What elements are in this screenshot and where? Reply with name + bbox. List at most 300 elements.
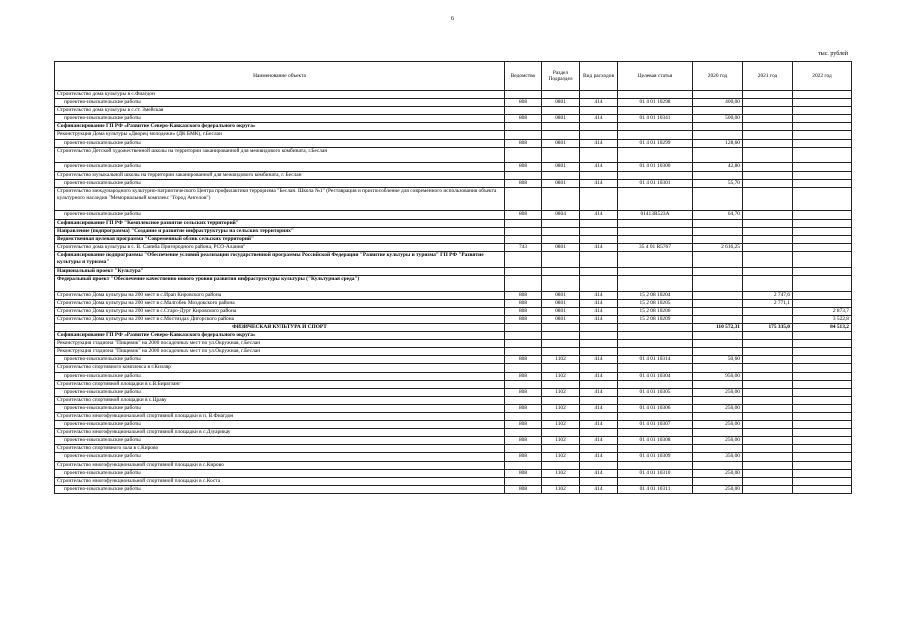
cell-2022 [793,211,852,219]
cell-2021 [743,445,793,453]
cell-2021 [743,227,793,235]
cell-department [505,477,542,485]
cell-2021 [743,364,793,372]
table-row [55,267,852,275]
table-row [55,380,852,388]
cell-section: 0801 [542,99,580,107]
cell-name: проектно-изыскательские работы [55,211,505,219]
cell-2022 [793,163,852,171]
table-row [55,323,852,331]
cell-target-article [618,123,693,131]
cell-2022 [793,380,852,388]
cell-name: проектно-изыскательские работы [55,469,505,477]
cell-2022 [793,364,852,372]
cell-name: проектно-изыскательские работы [55,421,505,429]
cell-expense-type [580,227,618,235]
table-body [55,91,852,494]
cell-name: Софинансирование ГП РФ "Комплексное развитие сельских территорий" [55,219,505,227]
cell-2021 [743,99,793,107]
cell-expense-type: 414 [580,315,618,323]
cell-department [505,332,542,340]
cell-target-article: 01 4 01 10314 [618,356,693,364]
cell-expense-type [580,123,618,131]
cell-2020: 250,00 [693,421,743,429]
cell-department: 808 [505,115,542,123]
table-row [55,356,852,364]
cell-name: ФИЗИЧЕСКАЯ КУЛЬТУРА И СПОРТ [55,323,505,331]
cell-section [542,219,580,227]
cell-section [542,429,580,437]
table-row [55,340,852,348]
cell-2021: 2 771,1 [743,299,793,307]
cell-name: Строительство Дома культуры на 200 мест в с.Старо-Дурт Кировского района [55,307,505,315]
cell-department [505,147,542,163]
cell-name: Строительство многофункциональной спортивной площадки в с.Кирово [55,461,505,469]
cell-section: 0801 [542,291,580,299]
cell-name: Реконструкция стадиона "Пищевик" на 2000 посадочных мест по ул.Окружная, г.Беслан [55,340,505,348]
cell-department [505,171,542,179]
cell-target-article [618,477,693,485]
cell-expense-type [580,171,618,179]
cell-2021 [743,437,793,445]
cell-2022 [793,107,852,115]
table-row [55,299,852,307]
cell-section [542,340,580,348]
cell-2021 [743,187,793,211]
table-row [55,235,852,243]
cell-section: 1102 [542,356,580,364]
cell-target-article: 15 2 08 10205 [618,299,693,307]
cell-2021 [743,453,793,461]
cell-2022 [793,91,852,99]
cell-2020 [693,91,743,99]
cell-department: 808 [505,453,542,461]
table-row [55,99,852,107]
cell-target-article [618,332,693,340]
cell-department [505,412,542,420]
cell-2020: 55,70 [693,179,743,187]
cell-department: 808 [505,372,542,380]
cell-name: Софинансирование ГП РФ «Развитие Северо-Кавказского федерального округа» [55,123,505,131]
cell-2020 [693,123,743,131]
cell-2020 [693,429,743,437]
cell-department [505,323,542,331]
cell-2020 [693,147,743,163]
cell-2022 [793,372,852,380]
table-row [55,179,852,187]
cell-section [542,131,580,139]
cell-target-article: 01413R523A [618,211,693,219]
cell-name: Строительство многофункциональной спортивной площадки в с.Коста [55,477,505,485]
cell-2021 [743,123,793,131]
cell-department: 808 [505,291,542,299]
cell-2022 [793,243,852,251]
cell-2022: 3 522,8 [793,315,852,323]
cell-2020 [693,380,743,388]
cell-2022: 2 873,7 [793,307,852,315]
cell-department: 808 [505,469,542,477]
cell-2022 [793,421,852,429]
cell-expense-type: 414 [580,243,618,251]
cell-target-article [618,275,693,291]
cell-2020: 250,00 [693,437,743,445]
header-2021: 2021 год [743,62,793,91]
table-row [55,372,852,380]
cell-name: Строительство дома культуры в с.Фиагдон [55,91,505,99]
cell-2022 [793,340,852,348]
cell-name: Ведомственная целевая программа "Современный облик сельских территорий" [55,235,505,243]
cell-section [542,107,580,115]
cell-section: 1102 [542,437,580,445]
cell-department: 808 [505,356,542,364]
cell-expense-type [580,380,618,388]
cell-department: 808 [505,315,542,323]
cell-2020 [693,396,743,404]
cell-department: 808 [505,211,542,219]
cell-2021 [743,388,793,396]
cell-2021 [743,243,793,251]
table-row [55,131,852,139]
cell-department [505,461,542,469]
cell-expense-type: 414 [580,163,618,171]
cell-2022 [793,348,852,356]
cell-section: 1102 [542,485,580,493]
cell-name: проектно-изыскательские работы [55,163,505,171]
cell-expense-type [580,477,618,485]
cell-department: 743 [505,243,542,251]
cell-section: 0801 [542,179,580,187]
table-row [55,437,852,445]
table-row [55,275,852,291]
cell-department: 808 [505,299,542,307]
cell-2021 [743,315,793,323]
cell-2022 [793,461,852,469]
table-row [55,461,852,469]
cell-2022 [793,235,852,243]
cell-expense-type: 414 [580,404,618,412]
cell-2021 [743,235,793,243]
cell-2022 [793,115,852,123]
cell-target-article: 01 4 01 10311 [618,485,693,493]
cell-2021 [743,356,793,364]
cell-department: 808 [505,163,542,171]
cell-2022 [793,123,852,131]
cell-2021 [743,396,793,404]
cell-department: 808 [505,99,542,107]
cell-2021 [743,340,793,348]
cell-name: Строительство спортивной площадки в с.Цраву [55,396,505,404]
cell-target-article: 01 4 01 10304 [618,372,693,380]
cell-target-article: 01 4 01 10307 [618,421,693,429]
table-row [55,364,852,372]
cell-section [542,396,580,404]
cell-2021 [743,421,793,429]
cell-2020 [693,219,743,227]
cell-expense-type [580,219,618,227]
cell-section [542,171,580,179]
table-row [55,139,852,147]
cell-name: Строительство спортивного зала в с.Кирово [55,445,505,453]
cell-2022 [793,171,852,179]
cell-department [505,267,542,275]
cell-department [505,91,542,99]
cell-section: 0804 [542,211,580,219]
cell-name: Федеральный проект "Обеспечение качественно нового уровня развития инфраструктуры культуры ("Культурная среда") [55,275,505,291]
cell-2021 [743,469,793,477]
cell-2020 [693,340,743,348]
cell-target-article [618,364,693,372]
cell-target-article: 15 2 08 10206 [618,307,693,315]
cell-section: 0801 [542,307,580,315]
cell-2022 [793,299,852,307]
cell-expense-type [580,364,618,372]
units-label: тыс. рублей [818,51,848,57]
cell-expense-type [580,348,618,356]
cell-expense-type: 414 [580,421,618,429]
cell-2020 [693,131,743,139]
cell-name: проектно-изыскательские работы [55,372,505,380]
cell-target-article [618,107,693,115]
table-row [55,243,852,251]
cell-2021 [743,380,793,388]
cell-expense-type [580,445,618,453]
table-row [55,291,852,299]
cell-expense-type: 414 [580,356,618,364]
cell-expense-type: 414 [580,453,618,461]
cell-name: проектно-изыскательские работы [55,99,505,107]
cell-expense-type [580,396,618,404]
cell-2020 [693,348,743,356]
cell-section [542,380,580,388]
cell-expense-type [580,340,618,348]
cell-target-article: 01 4 01 10341 [618,115,693,123]
cell-name: Софинансирование подпрограммы "Обеспечение условий реализации государственной программы Российской Федерации "Развитие культуры и туризма" ГП РФ "Развитие культуры и туризма" [55,251,505,267]
cell-target-article: 01 4 01 10306 [618,404,693,412]
table-row [55,147,852,163]
cell-2021 [743,429,793,437]
cell-2020 [693,445,743,453]
cell-2020 [693,227,743,235]
cell-department [505,251,542,267]
cell-section: 0801 [542,299,580,307]
cell-2020: 64,70 [693,211,743,219]
cell-2020 [693,307,743,315]
cell-section [542,412,580,420]
cell-target-article [618,396,693,404]
cell-2021 [743,267,793,275]
cell-2022 [793,404,852,412]
cell-expense-type: 414 [580,372,618,380]
table-row [55,404,852,412]
cell-section [542,267,580,275]
cell-expense-type: 414 [580,388,618,396]
cell-section [542,323,580,331]
cell-2021 [743,179,793,187]
cell-section: 1102 [542,372,580,380]
cell-section: 1102 [542,404,580,412]
cell-2021 [743,163,793,171]
cell-department [505,396,542,404]
cell-expense-type: 414 [580,139,618,147]
cell-name: проектно-изыскательские работы [55,115,505,123]
cell-name: Строительство Дома культуры на 200 мест в с.Мостиздах Дигорского района [55,315,505,323]
cell-name: проектно-изыскательские работы [55,437,505,445]
cell-2021 [743,251,793,267]
cell-name: Реконструкция стадиона "Пищевик" на 2000 посадочных мест по ул.Окружная, г.Беслан [55,348,505,356]
cell-name: Строительство Дома культуры на 200 мест в с.Ирап Кировского района [55,291,505,299]
cell-2022 [793,99,852,107]
table-row [55,107,852,115]
cell-2022 [793,179,852,187]
cell-name: Строительство спортивного комплекса в г.Кизляр [55,364,505,372]
cell-target-article [618,251,693,267]
cell-name: Софинансирование ГП РФ «Развитие Северо-Кавказского федерального округа» [55,332,505,340]
table-row [55,163,852,171]
cell-2020 [693,235,743,243]
cell-expense-type: 414 [580,469,618,477]
cell-department: 808 [505,139,542,147]
cell-expense-type [580,235,618,243]
cell-2022 [793,412,852,420]
cell-2020: 950,00 [693,372,743,380]
cell-target-article: 01 4 01 10308 [618,437,693,445]
cell-department [505,187,542,211]
cell-section: 0801 [542,139,580,147]
cell-section: 0801 [542,163,580,171]
cell-name: Строительство дома культуры в с.ст. Змейская [55,107,505,115]
cell-2022 [793,429,852,437]
cell-department [505,235,542,243]
cell-expense-type [580,412,618,420]
cell-2020 [693,364,743,372]
cell-department [505,340,542,348]
table-row [55,332,852,340]
table-row [55,115,852,123]
cell-target-article [618,429,693,437]
cell-section [542,187,580,211]
table-row [55,315,852,323]
table-row [55,396,852,404]
cell-section [542,251,580,267]
table-row [55,187,852,211]
budget-table [54,61,852,494]
cell-name: проектно-изыскательские работы [55,388,505,396]
cell-2022 [793,251,852,267]
cell-expense-type [580,332,618,340]
cell-2021 [743,115,793,123]
cell-expense-type [580,461,618,469]
cell-2021 [743,372,793,380]
cell-target-article [618,380,693,388]
cell-target-article: 35 4 01 R5767 [618,243,693,251]
cell-target-article [618,340,693,348]
table-row [55,445,852,453]
cell-2020: 110 572,31 [693,323,743,331]
cell-2020: 500,00 [693,115,743,123]
cell-section [542,235,580,243]
cell-section: 1102 [542,421,580,429]
cell-name: проектно-изыскательские работы [55,139,505,147]
cell-target-article: 01 4 01 10300 [618,163,693,171]
cell-expense-type: 414 [580,485,618,493]
cell-2020 [693,412,743,420]
cell-section [542,348,580,356]
cell-name: Строительство спортивной площадки в с.В.Бирагзанг [55,380,505,388]
cell-section: 0801 [542,315,580,323]
cell-department [505,219,542,227]
cell-department [505,227,542,235]
table-row [55,469,852,477]
cell-2022: 84 513,2 [793,323,852,331]
cell-2022 [793,147,852,163]
cell-2021 [743,219,793,227]
cell-2020 [693,299,743,307]
cell-2020: 2 616,25 [693,243,743,251]
cell-2020: 350,00 [693,453,743,461]
cell-expense-type: 414 [580,291,618,299]
cell-name: Строительство Дома культуры на 200 мест в с.Малгобек Моздокского района [55,299,505,307]
cell-department: 808 [505,485,542,493]
cell-section [542,445,580,453]
cell-2021 [743,485,793,493]
cell-section: 0801 [542,243,580,251]
cell-2022 [793,437,852,445]
cell-2020: 250,00 [693,404,743,412]
cell-section: 1102 [542,469,580,477]
cell-target-article [618,171,693,179]
table-row [55,227,852,235]
cell-name: Строительство международного культурно-патриотического Центра профилактики терроризма "Беслан. Школа №1" (Реставрация и приспособление для современного использования объекта культурного наследия "Мемориальный комплекс "Город Ангелов") [55,187,505,211]
cell-department [505,445,542,453]
cell-department: 808 [505,421,542,429]
cell-name: Строительство многофункциональной спортивной площадки в п. В.Фиагдон [55,412,505,420]
cell-2022 [793,396,852,404]
cell-2020: 250,00 [693,388,743,396]
cell-2020 [693,251,743,267]
cell-name: проектно-изыскательские работы [55,453,505,461]
cell-expense-type [580,267,618,275]
cell-2022 [793,267,852,275]
cell-expense-type [580,91,618,99]
cell-2020 [693,332,743,340]
header-target-article: Целевая статья [618,62,693,91]
cell-target-article [618,267,693,275]
cell-expense-type: 414 [580,437,618,445]
cell-expense-type: 414 [580,307,618,315]
table-row [55,453,852,461]
cell-section [542,227,580,235]
cell-section [542,461,580,469]
cell-2020 [693,267,743,275]
cell-2021 [743,91,793,99]
cell-2020: 400,00 [693,99,743,107]
table-row [55,477,852,485]
cell-name: Реконструкция Дома культуры «Дворец молодежи» (ДК БМК), г.Беслан [55,131,505,139]
header-row [55,62,852,91]
cell-2022 [793,453,852,461]
cell-target-article [618,235,693,243]
cell-name: Строительство Детской художественной школы на территории заканированной для межвидового комбината, г.Беслан [55,147,505,163]
cell-2022 [793,485,852,493]
cell-name: Национальный проект "Культура" [55,267,505,275]
table-row [55,171,852,179]
table-row [55,307,852,315]
cell-2021 [743,307,793,315]
cell-2021 [743,275,793,291]
cell-department [505,123,542,131]
cell-target-article [618,131,693,139]
cell-2022 [793,227,852,235]
